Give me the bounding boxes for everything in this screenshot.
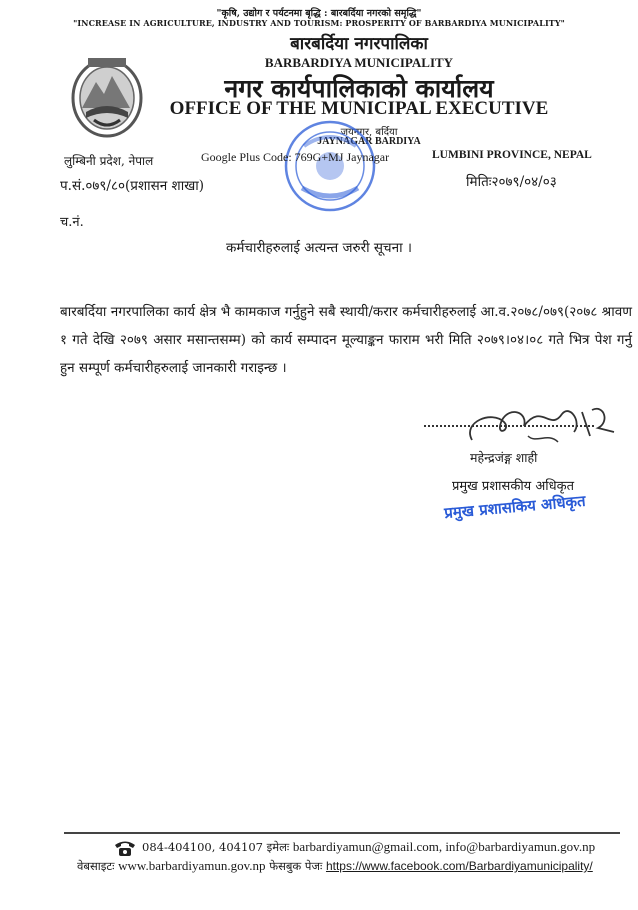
notice-body: बारबर्दिया नगरपालिका कार्य क्षेत्र भै कामकाज गर्नुहुने सबै स्थायी/करार कर्मचारीहरुलाई आ.व.२०७८/०७९(२०७८ श्रावण १ गते देखि २०७९ असार मसान्तसम्म) को कार्य सम्पादन मूल्याङ्कन फाराम भरी मिति २०७९।०४।०८ गते भित्र पेश गर्नु हुन सम्पूर्ण कर्मचारीहरुलाई जानकारी गराइन्छ । [60,304,632,376]
email-addresses[interactable]: barbardiyamun@gmail.com, info@barbardiyamun.gov.np [292,839,596,854]
telephone-icon [114,839,136,857]
address-nepali: जयनगर, बर्दिया [340,127,398,138]
letter-date: मितिः२०७९/०४/०३ [466,174,557,190]
handwritten-signature [432,392,622,454]
office-title-nepali: नगर कार्यपालिकाको कार्यालय [224,74,494,103]
email-label: इमेलः [266,840,290,854]
phone-numbers: 084-404100, 404107 [142,840,263,854]
dispatch-number: च.नं. [60,215,84,230]
province-english: LUMBINI PROVINCE, NEPAL [432,149,592,161]
province-nepali: लुम्बिनी प्रदेश, नेपाल [64,154,154,168]
facebook-link[interactable]: https://www.facebook.com/Barbardiyamunicipality/ [325,859,593,873]
signatory-name: महेन्द्रजंङ्ग शाही [470,450,538,465]
footer-web-line [77,858,593,874]
motto-nepali: "कृषि, उद्योग र पर्यटनमा बृद्धि : बारबर्दिया नगरको समृद्धि" [216,8,422,19]
office-seal-stamp [282,118,378,214]
website-label: वेबसाइटः [77,859,115,873]
footer-divider [64,832,620,834]
motto-english: "INCREASE IN AGRICULTURE, INDUSTRY AND TOURISM: PROSPERITY OF BARBARDIYA MUNICIPALITY" [73,18,565,28]
signature-line [424,425,594,427]
google-plus-code: Google Plus Code: 769G+MJ Jaynagar [201,150,390,164]
office-title-english: OFFICE OF THE MUNICIPAL EXECUTIVE [169,98,549,119]
notice-subject: कर्मचारीहरुलाई अत्यन्त जरुरी सूचना । [225,240,413,256]
address-english: JAYNAGAR BARDIYA [317,136,421,147]
signatory-title: प्रमुख प्रशासकीय अधिकृत [452,479,575,494]
municipality-name-nepali: बारबर्दिया नगरपालिका [290,34,428,54]
municipality-name-english: BARBARDIYA MUNICIPALITY [264,55,454,70]
designation-stamp: प्रमुख प्रशासकिय अधिकृत [443,491,587,523]
reference-number: प.सं.०७९/८०(प्रशासन शाखा) [60,178,205,194]
footer-contact-line [142,839,595,855]
website-link[interactable]: www.barbardiyamun.gov.np [118,858,266,873]
facebook-label: फेसबुक पेजः [269,859,323,873]
